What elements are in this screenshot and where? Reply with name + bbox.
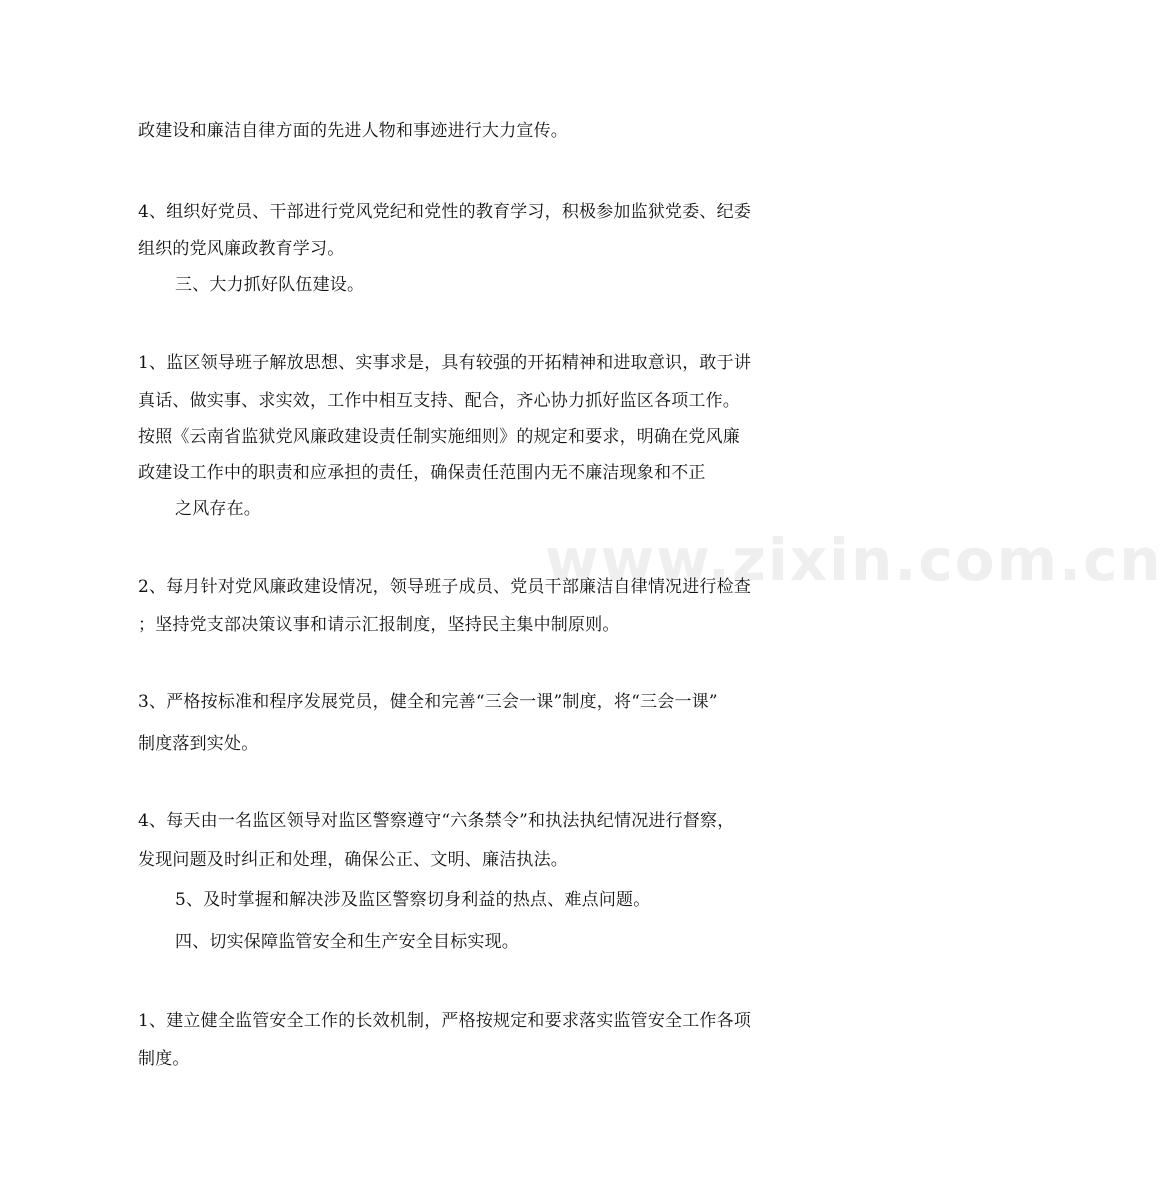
text-line-11: ；坚持党支部决策议事和请示汇报制度，坚持民主集中制原则。	[138, 615, 620, 635]
text-line-10: 2、每月针对党风廉政建设情况，领导班子成员、党员干部廉洁自律情况进行检查	[138, 577, 752, 597]
text-line-7: 按照《云南省监狱党风廉政建设责任制实施细则》的规定和要求，明确在党风廉	[138, 427, 740, 447]
text-line-8: 政建设工作中的职责和应承担的责任，确保责任范围内无不廉洁现象和不正	[138, 463, 706, 483]
text-line-9: 之风存在。	[175, 499, 261, 519]
section-heading-4: 四、切实保障监管安全和生产安全目标实现。	[175, 932, 519, 952]
text-line-5: 1、监区领导班子解放思想、实事求是，具有较强的开拓精神和进取意识，敢于讲	[138, 353, 752, 373]
text-line-15: 发现问题及时纠正和处理，确保公正、文明、廉洁执法。	[138, 850, 568, 870]
text-line-3: 组织的党风廉政教育学习。	[138, 239, 345, 259]
section-heading-3: 三、大力抓好队伍建设。	[175, 275, 365, 295]
text-line-19: 制度。	[138, 1049, 190, 1069]
watermark: www.zixin.com.cn	[545, 526, 1163, 594]
text-line-13: 制度落到实处。	[138, 734, 259, 754]
text-line-16: 5、及时掌握和解决涉及监区警察切身利益的热点、难点问题。	[175, 890, 651, 910]
text-line-2: 4、组织好党员、干部进行党风党纪和党性的教育学习，积极参加监狱党委、纪委	[138, 202, 752, 222]
text-line-1: 政建设和廉洁自律方面的先进人物和事迹进行大力宣传。	[138, 121, 568, 141]
text-line-6: 真话、做实事、求实效，工作中相互支持、配合，齐心协力抓好监区各项工作。	[138, 391, 740, 411]
text-line-14: 4、每天由一名监区领导对监区警察遵守“六条禁令”和执法执纪情况进行督察，	[138, 811, 735, 831]
text-line-18: 1、建立健全监管安全工作的长效机制，严格按规定和要求落实监管安全工作各项	[138, 1011, 752, 1031]
text-line-12: 3、严格按标准和程序发展党员，健全和完善“三会一课”制度，将“三会一课”	[138, 692, 718, 712]
